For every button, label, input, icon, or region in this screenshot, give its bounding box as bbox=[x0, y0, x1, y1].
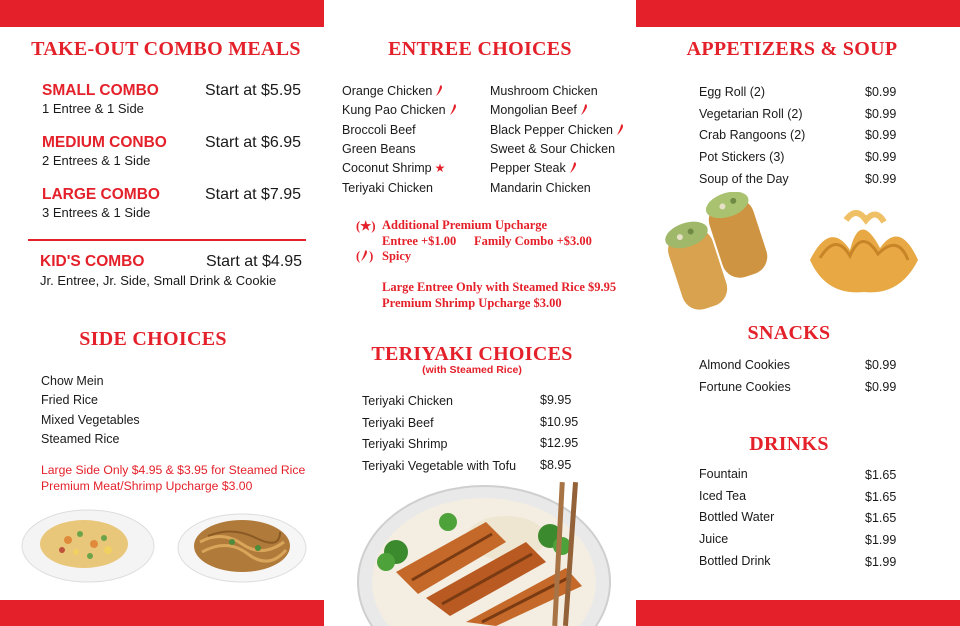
appetizer-name: Soup of the Day bbox=[699, 172, 789, 186]
side-item: Chow Mein bbox=[41, 374, 104, 388]
entree-item bbox=[490, 84, 598, 98]
teriyaki-bowl-photo bbox=[356, 482, 618, 626]
teriyaki-name: Teriyaki Vegetable with Tofu bbox=[362, 459, 517, 473]
drink-price: $1.65 bbox=[865, 468, 897, 482]
legend-spicy-label: ( ) bbox=[356, 249, 374, 263]
pepper-icon bbox=[581, 104, 588, 115]
teriyaki-name: Teriyaki Shrimp bbox=[362, 437, 448, 451]
teriyaki-price: $8.95 bbox=[540, 458, 572, 472]
side-item: Fried Rice bbox=[41, 393, 98, 407]
combo-desc: 3 Entrees & 1 Side bbox=[42, 205, 151, 220]
teriyaki-name: Teriyaki Beef bbox=[362, 416, 434, 430]
combo-price: Start at $6.95 bbox=[205, 134, 302, 151]
appetizer-name: Egg Roll (2) bbox=[699, 85, 765, 99]
entree-item bbox=[490, 103, 588, 117]
kids-combo-price: Start at $4.95 bbox=[206, 253, 303, 270]
entree-name: Pepper Steak bbox=[490, 161, 566, 175]
teriyaki-subtitle: (with Steamed Rice) bbox=[422, 364, 522, 376]
kids-combo-desc: Jr. Entree, Jr. Side, Small Drink & Cookie bbox=[40, 273, 277, 288]
entree-item bbox=[342, 103, 457, 117]
drink-name: Juice bbox=[699, 532, 729, 546]
bottom-bar-left bbox=[0, 600, 324, 626]
entree-name: Orange Chicken bbox=[342, 84, 433, 98]
appetizer-name: Pot Stickers (3) bbox=[699, 150, 785, 164]
drink-name: Fountain bbox=[699, 467, 748, 481]
pepper-icon bbox=[617, 124, 624, 135]
combo-name: MEDIUM CONBO bbox=[42, 134, 167, 151]
teriyaki-title: TERIYAKI CHOICES bbox=[371, 343, 573, 365]
combo-desc: 2 Entrees & 1 Side bbox=[42, 153, 151, 168]
entree-item bbox=[490, 181, 591, 195]
pepper-icon bbox=[570, 162, 577, 173]
drink-price: $1.65 bbox=[865, 490, 897, 504]
drink-price: $1.99 bbox=[865, 533, 897, 547]
entree-name: Teriyaki Chicken bbox=[342, 181, 434, 195]
top-bar-right bbox=[636, 0, 960, 27]
teriyaki-price: $10.95 bbox=[540, 415, 579, 429]
entree-item bbox=[342, 142, 416, 156]
entree-item bbox=[490, 161, 577, 175]
appetizer-price: $0.99 bbox=[865, 128, 897, 142]
entree-name: Mushroom Chicken bbox=[490, 84, 598, 98]
drink-price: $1.99 bbox=[865, 555, 897, 569]
large-entree-note: Large Entree Only with Steamed Rice $9.95 bbox=[382, 280, 617, 294]
drink-name: Bottled Drink bbox=[699, 554, 771, 568]
crab-rangoon-photo bbox=[800, 200, 930, 304]
entree-name: Mongolian Beef bbox=[490, 103, 577, 117]
side-item: Steamed Rice bbox=[41, 432, 120, 446]
appetizer-name: Crab Rangoons (2) bbox=[699, 128, 806, 142]
entree-title: ENTREE CHOICES bbox=[388, 38, 572, 60]
entree-item bbox=[342, 161, 445, 175]
pepper-icon bbox=[450, 104, 457, 115]
combo-price: Start at $5.95 bbox=[205, 82, 302, 99]
pepper-icon bbox=[436, 85, 443, 96]
bottom-bar-right bbox=[636, 600, 960, 626]
appetizer-price: $0.99 bbox=[865, 107, 897, 121]
drink-name: Iced Tea bbox=[699, 489, 747, 503]
side-large-note: Large Side Only $4.95 & $3.95 for Steamed Rice bbox=[41, 463, 306, 477]
entree-name: Green Beans bbox=[342, 142, 416, 156]
legend-star-label: (★) bbox=[356, 219, 376, 233]
snack-name: Almond Cookies bbox=[699, 358, 791, 372]
entree-item bbox=[490, 142, 615, 156]
entree-name: Sweet & Sour Chicken bbox=[490, 142, 616, 156]
side-premium-note: Premium Meat/Shrimp Upcharge $3.00 bbox=[41, 479, 253, 493]
appetizer-price: $0.99 bbox=[865, 172, 897, 186]
legend-entree-upcharge: Entree +$1.00 bbox=[382, 234, 457, 248]
appetizer-price: $0.99 bbox=[865, 150, 897, 164]
teriyaki-name: Teriyaki Chicken bbox=[362, 394, 454, 408]
drink-name: Bottled Water bbox=[699, 510, 775, 524]
entree-name: Broccoli Beef bbox=[342, 123, 416, 137]
snack-name: Fortune Cookies bbox=[699, 380, 791, 394]
snack-price: $0.99 bbox=[865, 380, 897, 394]
fried-rice-photo bbox=[18, 500, 158, 586]
legend-family-upcharge: Family Combo +$3.00 bbox=[474, 234, 592, 248]
combo-desc: 1 Entree & 1 Side bbox=[42, 101, 144, 116]
entree-name: Black Pepper Chicken bbox=[490, 123, 613, 137]
snacks-title: SNACKS bbox=[747, 322, 831, 344]
chow-mein-photo bbox=[172, 502, 312, 586]
drink-price: $1.65 bbox=[865, 511, 897, 525]
teriyaki-price: $9.95 bbox=[540, 393, 572, 407]
appetizer-price: $0.99 bbox=[865, 85, 897, 99]
entree-item bbox=[342, 181, 433, 195]
legend-spicy-text: Spicy bbox=[382, 249, 412, 263]
combo-divider bbox=[28, 239, 306, 241]
kids-combo-name: KID'S COMBO bbox=[40, 253, 145, 270]
entree-item bbox=[342, 84, 443, 98]
entree-name: Mandarin Chicken bbox=[490, 181, 591, 195]
combo-name: SMALL COMBO bbox=[42, 82, 159, 99]
combo-title: TAKE-OUT COMBO MEALS bbox=[31, 38, 301, 60]
pepper-icon bbox=[361, 250, 368, 261]
appetizers-title: APPETIZERS & SOUP bbox=[686, 38, 898, 60]
teriyaki-price: $12.95 bbox=[540, 436, 579, 450]
legend-star-text: Additional Premium Upcharge bbox=[382, 218, 548, 232]
combo-price: Start at $7.95 bbox=[205, 186, 302, 203]
star-icon: ★ bbox=[434, 161, 446, 175]
combo-name: LARGE COMBO bbox=[42, 186, 160, 203]
top-bar-left bbox=[0, 0, 324, 27]
entree-item bbox=[342, 123, 416, 137]
entree-name: Coconut Shrimp bbox=[342, 161, 432, 175]
sides-title: SIDE CHOICES bbox=[79, 328, 227, 350]
side-item: Mixed Vegetables bbox=[41, 413, 140, 427]
snack-price: $0.99 bbox=[865, 358, 897, 372]
premium-shrimp-note: Premium Shrimp Upcharge $3.00 bbox=[382, 296, 562, 310]
entree-item bbox=[490, 123, 624, 137]
entree-name: Kung Pao Chicken bbox=[342, 103, 446, 117]
appetizer-name: Vegetarian Roll (2) bbox=[699, 107, 803, 121]
drinks-title: DRINKS bbox=[749, 433, 829, 455]
egg-roll-photo bbox=[656, 192, 780, 310]
